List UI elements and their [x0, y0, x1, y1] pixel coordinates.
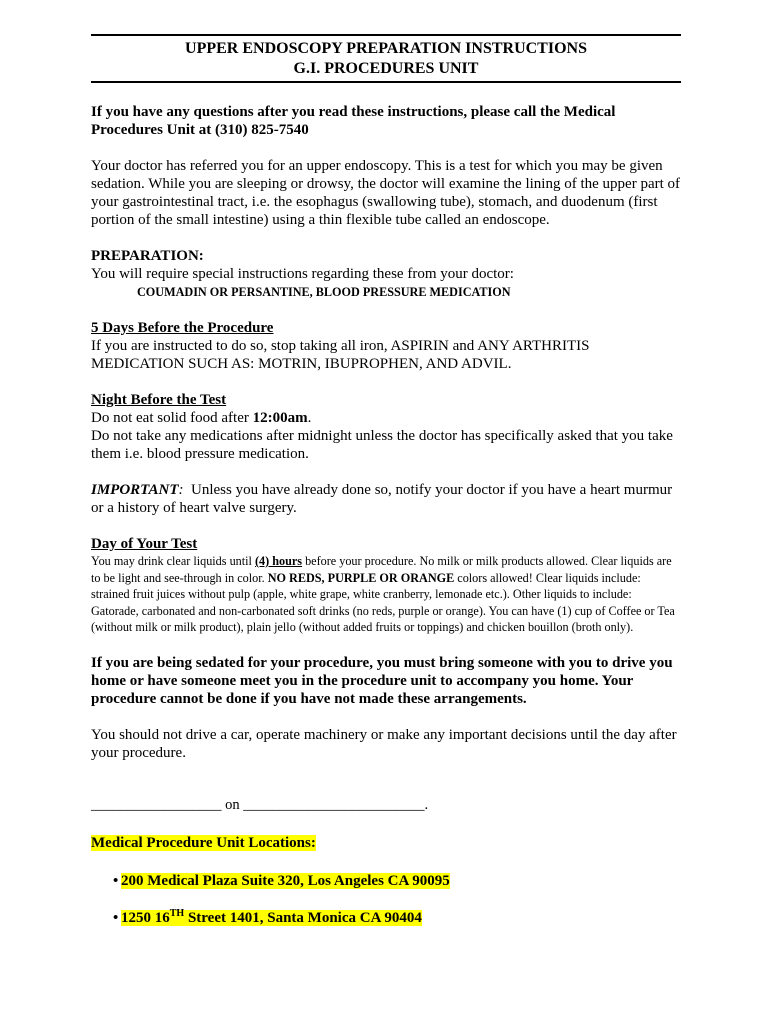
locations-heading-text: Medical Procedure Unit Locations:: [91, 834, 316, 851]
sedation-warning: If you are being sedated for your procedure, you must bring someone with you to drive you home or have someone meet you in the procedure unit to accompany you home. Your procedure cannot be done if you have not made these arrangements.: [91, 654, 673, 707]
location-item-1: [91, 871, 681, 891]
day-of-part2: before your procedure. No milk or milk products allowed. Clear liquids are to be light and see-through in color.: [91, 554, 672, 585]
questions-note: If you have any questions after you read these instructions, please call the Medical Procedures Unit at (310) 825-7540: [91, 104, 616, 138]
important-note: [91, 481, 681, 517]
locations-heading: [91, 834, 681, 852]
day-of-part3: colors allowed! Clear liquids include: strained fruit juices without pulp (apple, white grape, white cranberry, lemonade etc.). Other liquids to include: Gatorade, carbonated and non-carbonated soft drinks (no reds, purple or orange). You can have (1) cup of Coffee or Tea (without milk or milk product), plain jello (without added fruits or toppings) and chicken bouillon (broth only).: [91, 570, 675, 634]
day-of-part1: You may drink clear liquids until: [91, 554, 255, 568]
night-before-heading: Night Before the Test: [91, 392, 227, 408]
title-line-1: UPPER ENDOSCOPY PREPARATION INSTRUCTIONS: [185, 40, 587, 57]
day-of-text: [91, 553, 681, 636]
signature-blank-1: __________________: [91, 796, 222, 813]
signature-on: on: [221, 796, 244, 813]
five-days-text: If you are instructed to do so, stop taking all iron, ASPIRIN and ANY ARTHRITIS MEDICATION SUCH AS: MOTRIN, IBUPROPHEN, AND ADVIL.: [91, 338, 590, 372]
page-title: [91, 36, 681, 81]
location-1-text: 200 Medical Plaza Suite 320, Los Angeles CA 90095: [121, 872, 450, 889]
location-item-2: [91, 908, 681, 928]
important-colon: :: [178, 482, 184, 498]
day-of-heading: Day of Your Test: [91, 536, 198, 552]
important-label: IMPORTANT: [91, 482, 179, 498]
location-2-text: [121, 907, 422, 926]
location-2-pre: 1250 16: [121, 909, 170, 926]
location-2-post: Street 1401, Santa Monica CA 90404: [184, 909, 422, 926]
preparation-heading: PREPARATION:: [91, 248, 204, 264]
preparation-text: You will require special instructions regarding these from your doctor:: [91, 266, 514, 282]
preparation-medications: COUMADIN OR PERSANTINE, BLOOD PRESSURE MEDICATION: [137, 285, 511, 299]
signature-line: [91, 796, 681, 814]
day-of-hours: (4) hours: [254, 554, 303, 568]
signature-blank-2: _________________________: [243, 796, 425, 813]
five-days-heading: 5 Days Before the Procedure: [91, 320, 274, 336]
solid-food-time: 12:00am: [252, 410, 308, 426]
document-page: [91, 34, 681, 928]
bullet-icon: •: [113, 909, 119, 926]
endoscopy-description: Your doctor has referred you for an upper endoscopy. This is a test for which you may be given sedation. While you are sleeping or drowsy, the doctor will examine the lining of the upper part of your gastrointestinal tract, i.e. the esophagus (swallowing tube), stomach, and duodenum (first portion of the small intestine) using a thin flexible tube called an endoscope.: [91, 158, 681, 228]
bullet-icon: •: [113, 872, 119, 889]
title-line-2: G.I. PROCEDURES UNIT: [293, 60, 479, 77]
location-2-sup: TH: [169, 907, 185, 919]
solid-food-prefix: Do not eat solid food after: [91, 410, 253, 426]
signature-end: .: [424, 796, 429, 813]
day-of-no-colors: NO REDS, PURPLE OR ORANGE: [267, 570, 455, 585]
night-before-solid-food: [91, 409, 681, 427]
locations-list: [91, 871, 681, 928]
night-before-medications: Do not take any medications after midnight unless the doctor has specifically asked that you take them i.e. blood pressure medication.: [91, 428, 673, 462]
driving-warning: You should not drive a car, operate machinery or make any important decisions until the day after your procedure.: [91, 726, 677, 761]
important-text: Unless you have already done so, notify your doctor if you have a heart murmur or a history of heart valve surgery.: [91, 482, 676, 516]
solid-food-suffix: .: [307, 410, 312, 426]
